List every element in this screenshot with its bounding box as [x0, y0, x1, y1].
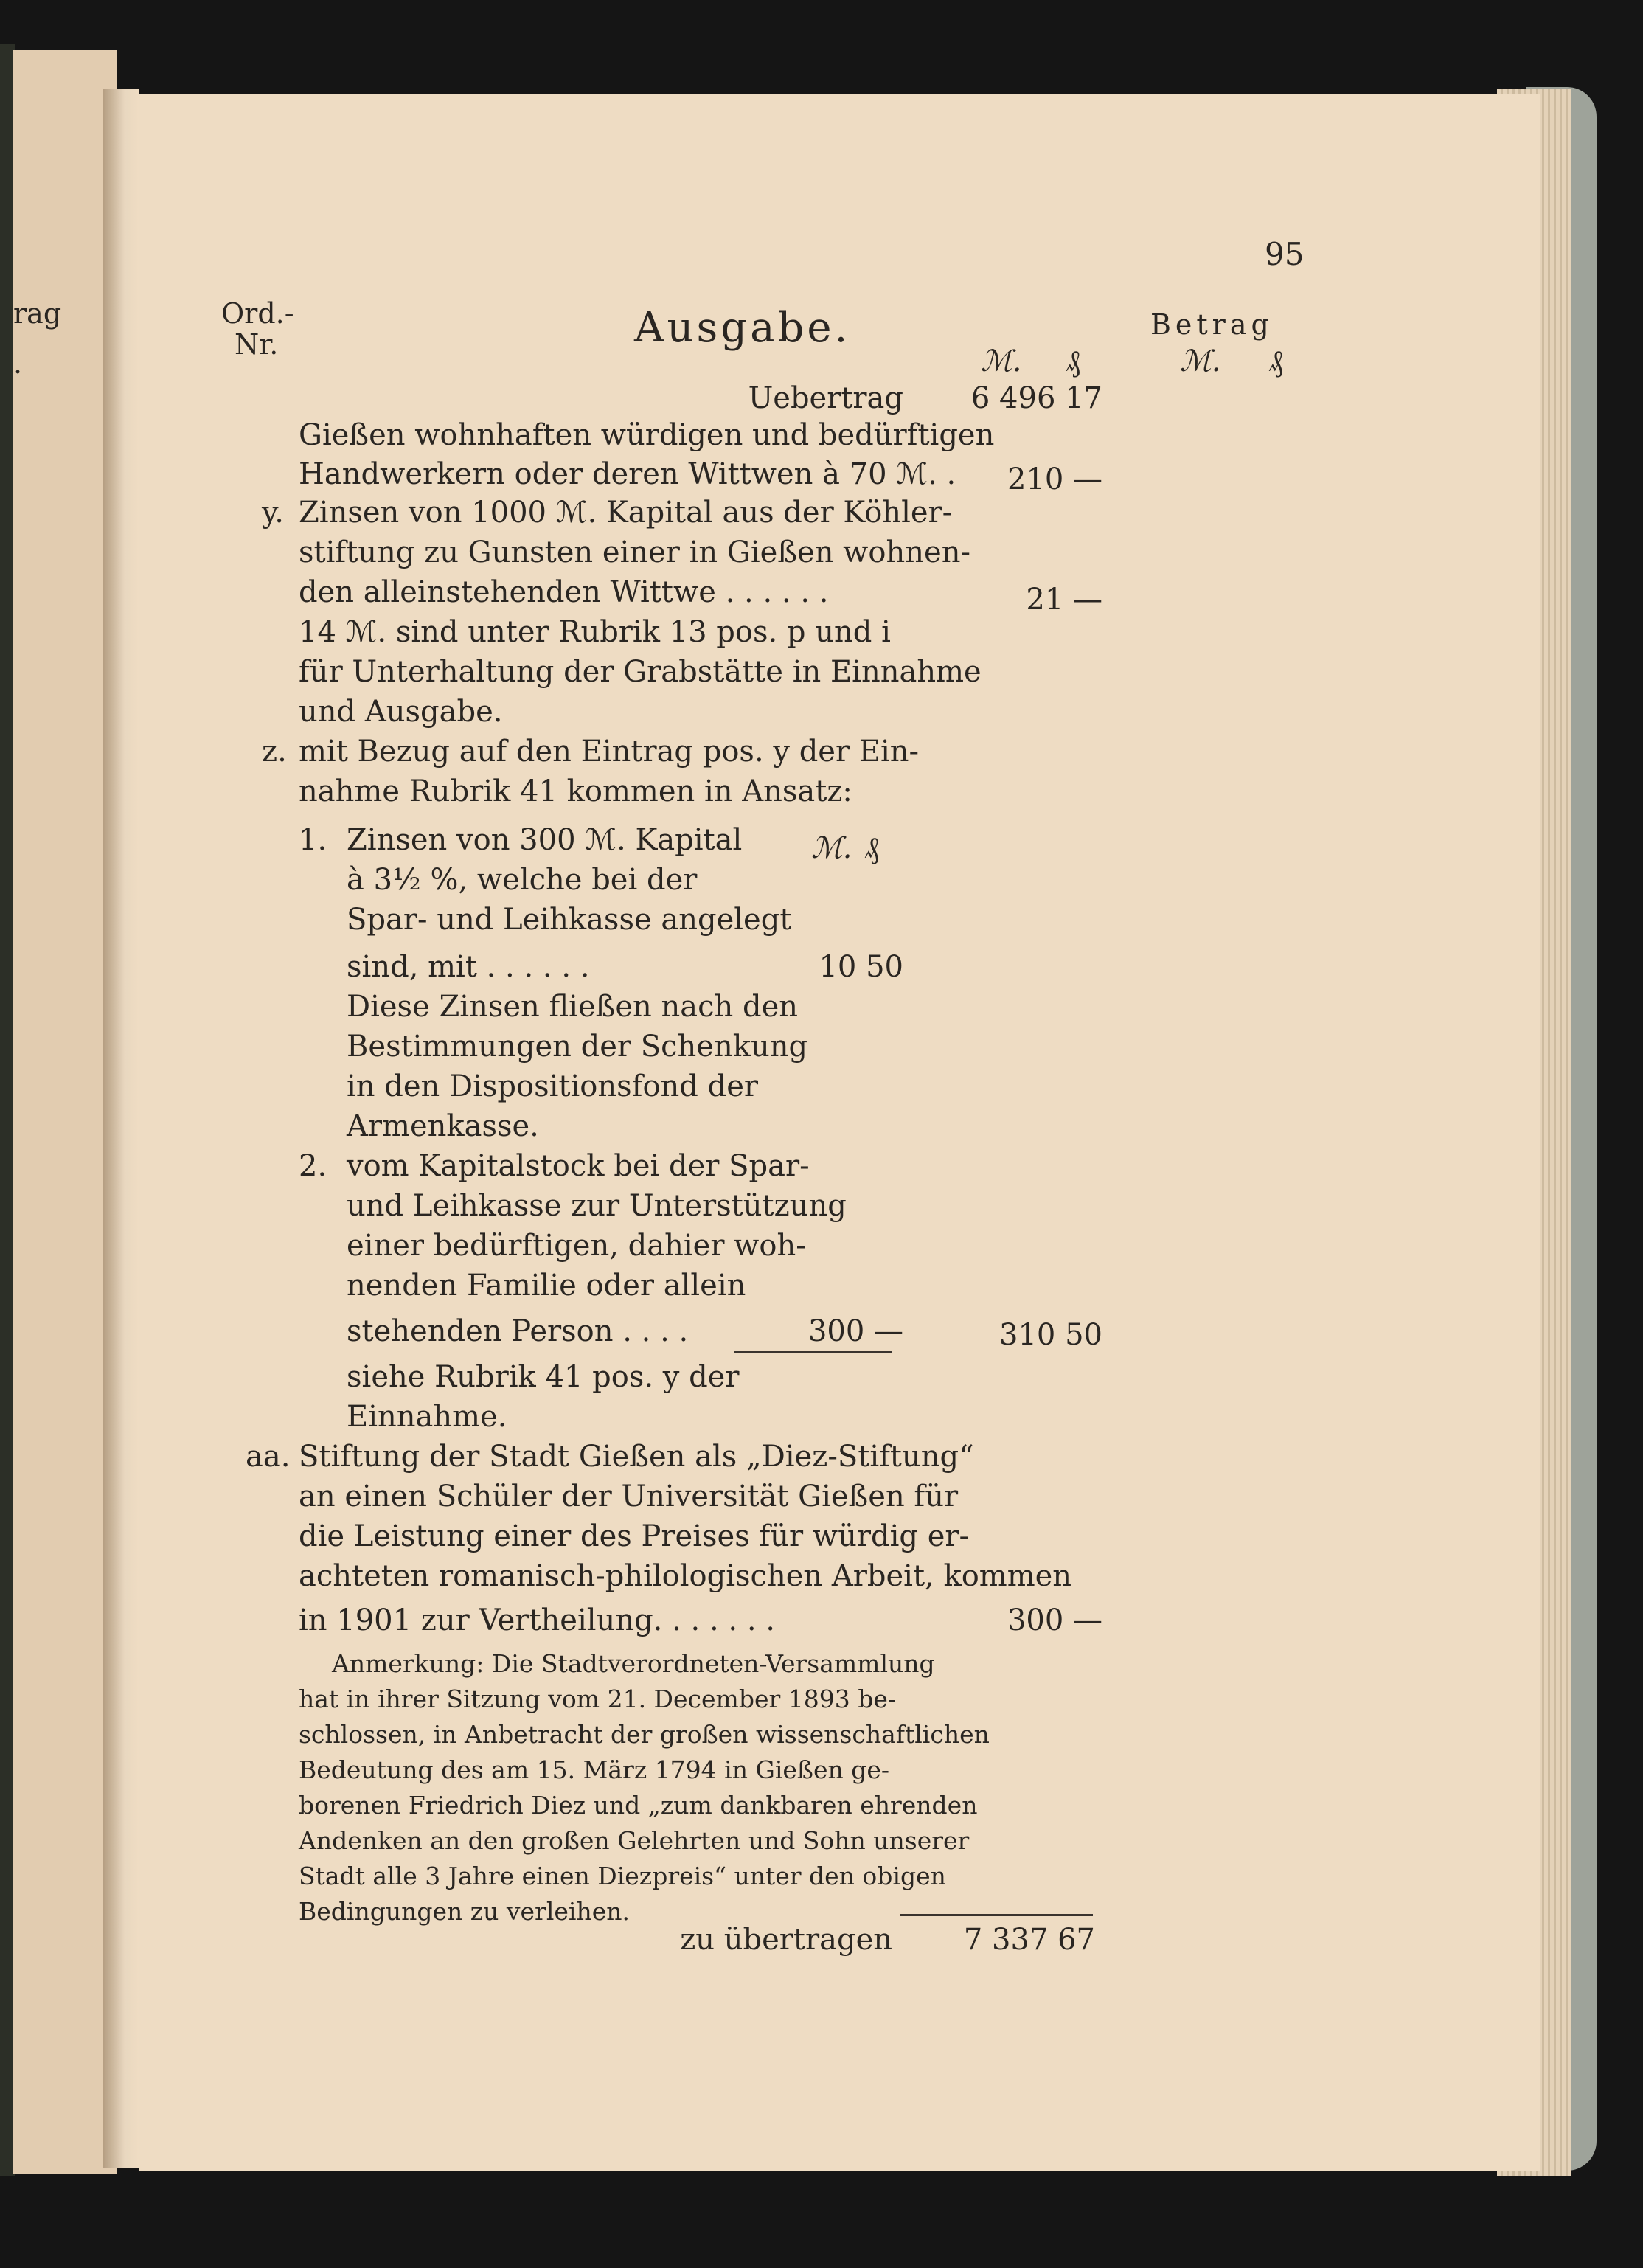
entry-text: stiftung zu Gunsten einer in Gießen wohnen- — [299, 535, 970, 569]
inner-column-pf: ₰ — [864, 831, 879, 865]
sub-entry-text: vom Kapitalstock bei der Spar- — [347, 1149, 810, 1183]
total-rule — [900, 1914, 1093, 1916]
annotation-text: Bedingungen zu verleihen. — [299, 1897, 630, 1926]
sub-entry-text: einer bedürftigen, dahier woh- — [347, 1229, 806, 1263]
entry-note: für Unterhaltung der Grabstätte in Einnahme — [299, 655, 982, 689]
carry-forward-amount: 7 337 67 — [963, 1923, 1095, 1957]
sub-entry-text: und Leihkasse zur Unterstützung — [347, 1189, 847, 1223]
sub-entry-note: in den Dispositionsfond der — [347, 1069, 759, 1103]
entry-text: Zinsen von 1000 ℳ. Kapital aus der Köhler- — [299, 496, 953, 530]
sub-entry-note: Armenkasse. — [347, 1109, 539, 1143]
sub-entry-label: 2. — [299, 1149, 327, 1183]
entry-text: die Leistung einer des Preises für würdig er- — [299, 1519, 970, 1553]
carry-forward-label: zu übertragen — [680, 1923, 892, 1957]
uebertrag-amount: 6 496 17 — [970, 381, 1102, 415]
section-title: Ausgabe. — [634, 304, 851, 352]
entry-text: mit Bezug auf den Eintrag pos. y der Ein- — [299, 735, 920, 769]
inner-column-mark: ℳ. — [811, 831, 852, 865]
amount: 310 50 — [999, 1318, 1102, 1352]
entry-note: und Ausgabe. — [299, 695, 503, 729]
entry-label: aa. — [246, 1440, 291, 1474]
ord-nr-label: Ord.- — [221, 297, 294, 330]
column-mark-header: ℳ. — [1180, 344, 1221, 378]
annotation-text: Bedeutung des am 15. März 1794 in Gießen ge- — [299, 1755, 890, 1784]
entry-text: in 1901 zur Vertheilung. . . . . . . — [299, 1603, 775, 1637]
left-cover — [0, 44, 15, 2176]
column-mark-header: ℳ. — [981, 344, 1022, 378]
sub-entry-note: Einnahme. — [347, 1400, 507, 1434]
annotation-text: Anmerkung: Die Stadtverordneten-Versammlung — [332, 1649, 935, 1678]
gutter — [103, 89, 139, 2168]
sum-rule — [734, 1351, 892, 1353]
sub-entry-note: Diese Zinsen fließen nach den — [347, 990, 799, 1024]
entry-text: den alleinstehenden Wittwe . . . . . . — [299, 575, 829, 609]
entry-text: Stiftung der Stadt Gießen als „Diez-Stiftung“ — [299, 1440, 974, 1474]
left-page-fragment: . — [13, 347, 23, 380]
inner-amount: 300 — — [807, 1314, 903, 1348]
ord-nr-label: Nr. — [235, 328, 279, 361]
uebertrag-label: Uebertrag — [748, 381, 903, 415]
entry-text: an einen Schüler der Universität Gießen für — [299, 1480, 959, 1513]
betrag-label: Betrag — [1150, 308, 1274, 341]
amount: 21 — — [1026, 583, 1102, 617]
sub-entry-text: Zinsen von 300 ℳ. Kapital — [347, 823, 743, 857]
annotation-text: hat in ihrer Sitzung vom 21. December 1893 be- — [299, 1685, 897, 1713]
entry-label: z. — [262, 735, 287, 769]
sub-entry-text: stehenden Person . . . . — [347, 1314, 689, 1348]
left-page-fragment: rag — [13, 297, 62, 330]
sub-entry-text: Spar- und Leihkasse angelegt — [347, 903, 792, 937]
left-page — [13, 50, 117, 2174]
entry-text: nahme Rubrik 41 kommen in Ansatz: — [299, 774, 852, 808]
annotation-text: Andenken an den großen Gelehrten und Sohn unserer — [299, 1826, 970, 1855]
entry-text: Handwerkern oder deren Wittwen à 70 ℳ. . — [299, 457, 956, 491]
sub-entry-text: sind, mit . . . . . . — [347, 950, 590, 984]
entry-label: y. — [262, 496, 284, 530]
entry-text: achteten romanisch-philologischen Arbeit, kommen — [299, 1559, 1072, 1593]
amount: 210 — — [1007, 462, 1102, 496]
amount: 300 — — [1007, 1603, 1102, 1637]
column-pf-header: ₰ — [1066, 344, 1080, 378]
inner-amount: 10 50 — [819, 950, 903, 984]
sub-entry-note: Bestimmungen der Schenkung — [347, 1030, 808, 1064]
annotation-text: Stadt alle 3 Jahre einen Diezpreis“ unter den obigen — [299, 1862, 946, 1890]
sub-entry-note: siehe Rubrik 41 pos. y der — [347, 1360, 740, 1394]
entry-text: Gießen wohnhaften würdigen und bedürftigen — [299, 418, 995, 452]
sub-entry-text: à 3½ %, welche bei der — [347, 863, 698, 897]
sub-entry-text: nenden Familie oder allein — [347, 1269, 746, 1303]
entry-note: 14 ℳ. sind unter Rubrik 13 pos. p und i — [299, 615, 891, 649]
annotation-text: borenen Friedrich Diez und „zum dankbaren ehrenden — [299, 1791, 978, 1820]
annotation-text: schlossen, in Anbetracht der großen wissenschaftlichen — [299, 1720, 990, 1749]
sub-entry-label: 1. — [299, 823, 327, 857]
column-pf-header: ₰ — [1268, 344, 1283, 378]
page-number: 95 — [1265, 236, 1305, 272]
